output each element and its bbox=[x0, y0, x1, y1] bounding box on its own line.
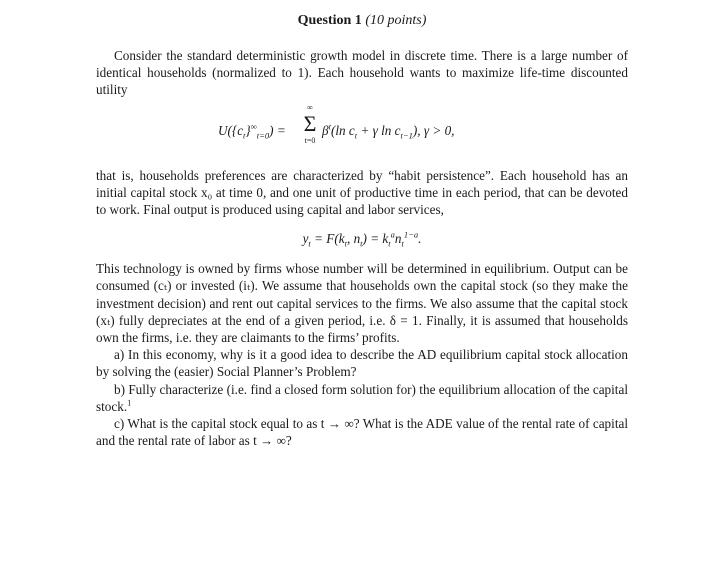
utility-rhs: $\beta^t(\ln$ $c_t + \gamma$ $\ln c_{t-1}$), γ > 0, bbox=[322, 121, 455, 141]
question-title: Question 1 bbox=[297, 13, 362, 28]
utility-lhs: $U(\{c_t\}^\infty_{t=0})$ = bbox=[218, 121, 286, 141]
production-equation: $y_t = F(k_t$, $n_t) = k_t^an_t^{1-a}$. bbox=[302, 229, 422, 249]
summation-symbol: ∞ Σ t=0 bbox=[303, 102, 317, 145]
habit-paragraph: that is, households preferences are characterized by “habit persistence”. Each household has an initial capital stock x₀ at time 0, and one unit of productive time in each period, that can be devoted to work. Final output is produced using capital and labor services, bbox=[96, 167, 628, 218]
footnote-marker: 1 bbox=[127, 397, 132, 408]
part-a: a) In this economy, why is it a good idea to describe the AD equilibrium capital stock allocation by solving the (easier) Social Planner’s Problem? bbox=[96, 347, 628, 380]
document-page bbox=[96, 12, 628, 449]
intro-paragraph: Consider the standard deterministic growth model in discrete time. There is a large number of identical households (normalized to 1). Each household wants to maximize life-time discounted utility bbox=[96, 48, 628, 98]
part-c: c) What is the capital stock equal to as t → ∞? What is the ADE value of the rental rate of capital and the rental rate of labor as t → ∞? bbox=[96, 416, 628, 449]
part-b: b) Fully characterize (i.e. find a closed form solution for) the equilibrium allocation of the capital stock.$^1$ bbox=[96, 381, 628, 414]
question-points: (10 points) bbox=[365, 13, 427, 28]
question-heading bbox=[96, 12, 628, 30]
technology-paragraph: This technology is owned by firms whose number will be determined in equilibrium. Output can be consumed (cₜ) or invested (iₜ). We assume that households own the capital stock (so they make the investment decision) and rent out capital services to the firms. We also assume that the capital stock (xₜ) fully depreciates at the end of a given period, i.e. δ = 1. Finally, it is assumed that households own the firms, i.e. they are claimants to the firms’ profits. bbox=[96, 261, 628, 346]
utility-equation bbox=[96, 103, 628, 165]
